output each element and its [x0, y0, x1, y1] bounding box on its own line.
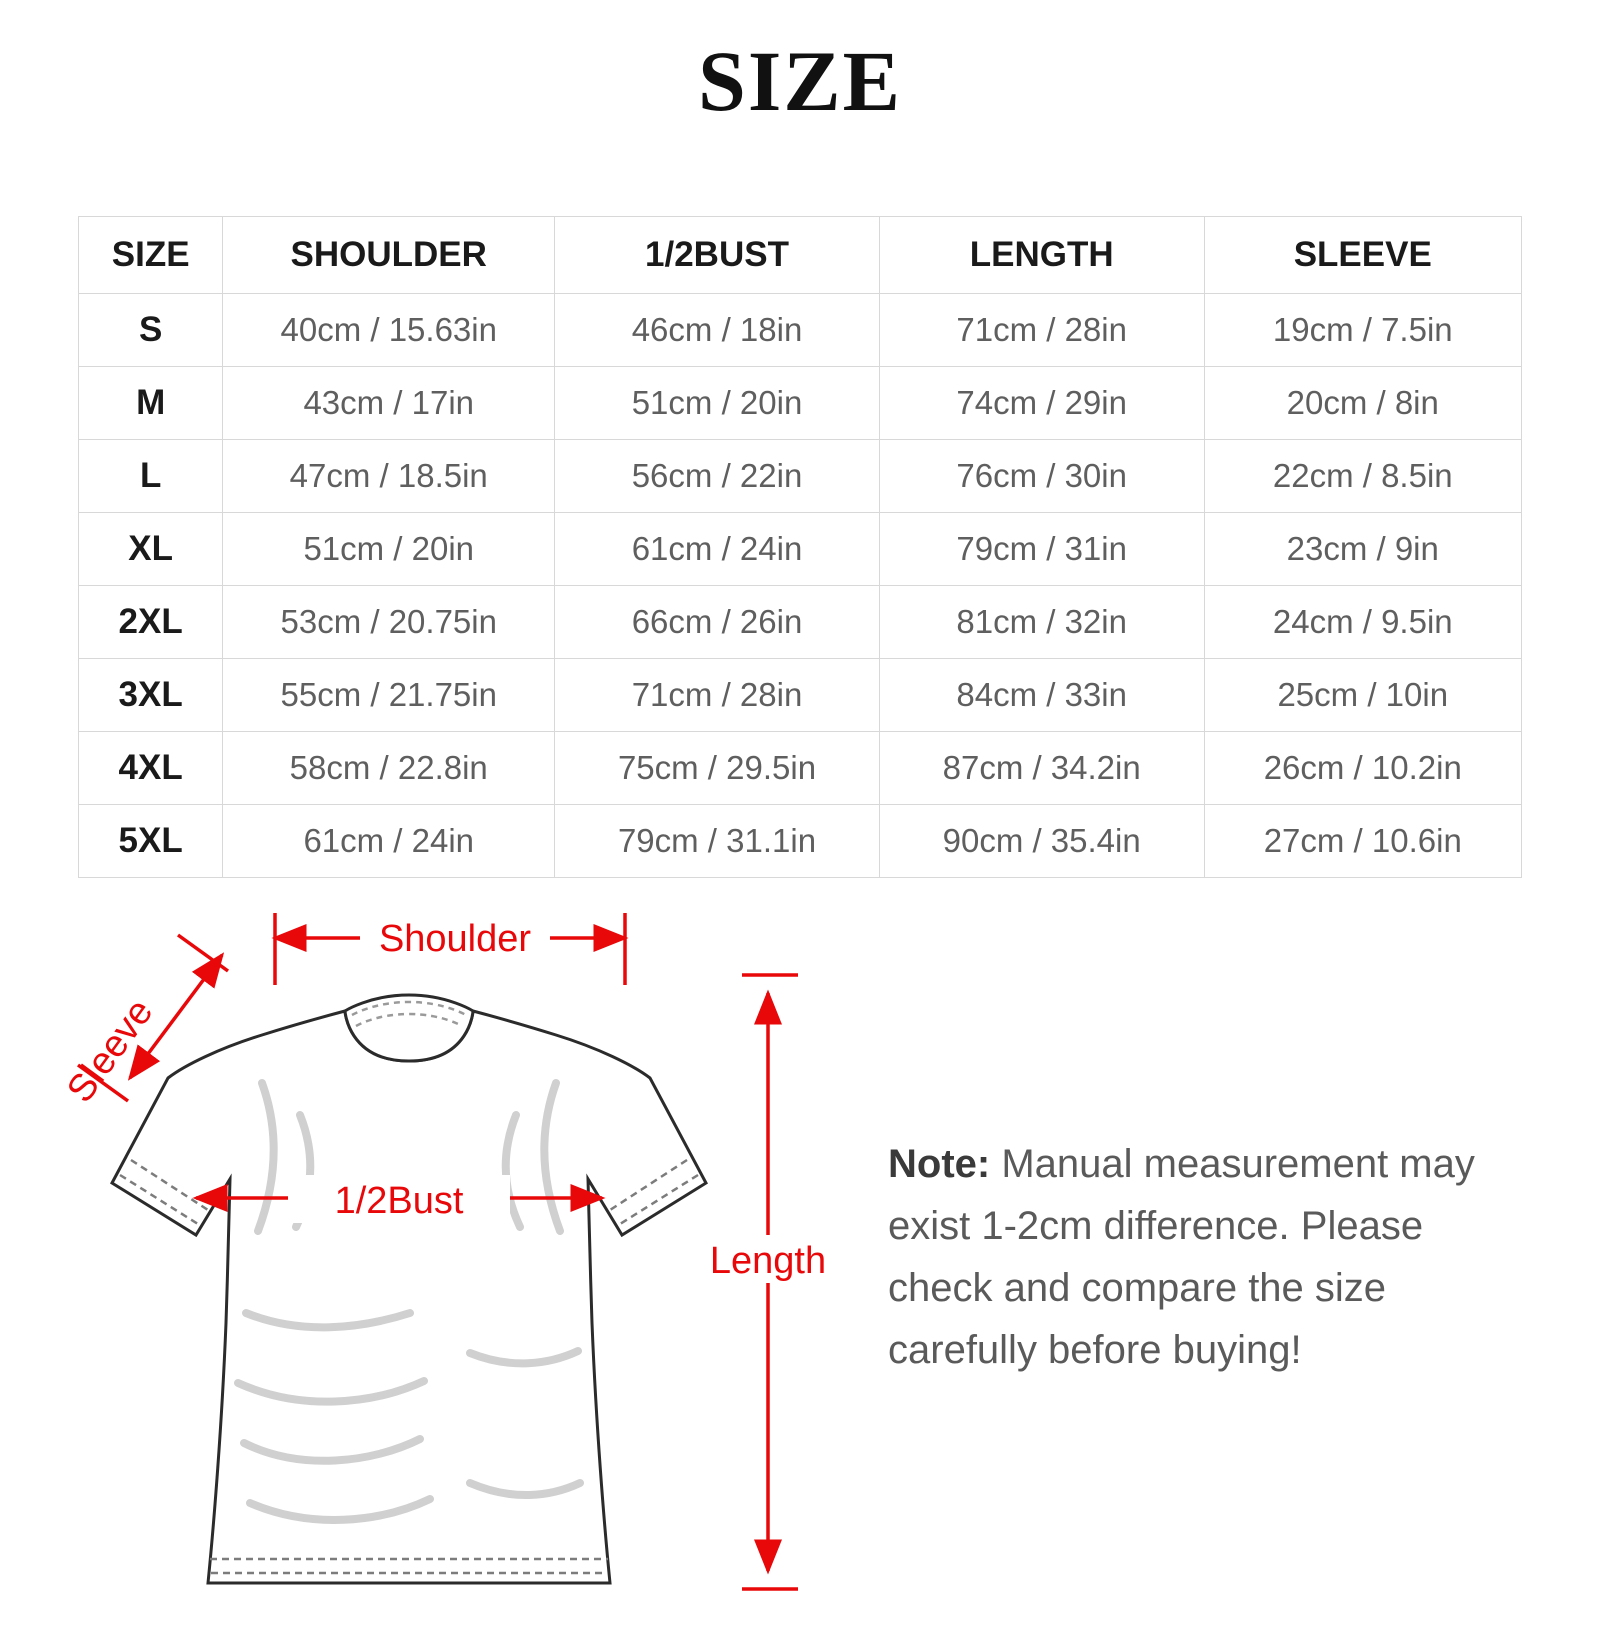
page-title: SIZE — [697, 33, 903, 129]
cell-sleeve: 20cm / 8in — [1204, 367, 1521, 440]
tshirt-outline — [112, 1011, 706, 1583]
cell-bust: 56cm / 22in — [555, 440, 880, 513]
cell-bust: 75cm / 29.5in — [555, 732, 880, 805]
cell-size: 2XL — [79, 586, 223, 659]
cell-sleeve: 27cm / 10.6in — [1204, 805, 1521, 878]
cell-size: XL — [79, 513, 223, 586]
cell-shoulder: 55cm / 21.75in — [223, 659, 555, 732]
cell-size: 5XL — [79, 805, 223, 878]
cell-sleeve: 23cm / 9in — [1204, 513, 1521, 586]
table-row — [79, 367, 1522, 440]
cell-bust: 46cm / 18in — [555, 294, 880, 367]
table-row — [79, 440, 1522, 513]
cell-sleeve: 19cm / 7.5in — [1204, 294, 1521, 367]
column-header-length: LENGTH — [879, 217, 1204, 294]
cell-length: 76cm / 30in — [879, 440, 1204, 513]
column-header-shoulder: SHOULDER — [223, 217, 555, 294]
cell-shoulder: 40cm / 15.63in — [223, 294, 555, 367]
measurement-diagram — [0, 883, 1600, 1638]
cell-sleeve: 22cm / 8.5in — [1204, 440, 1521, 513]
column-header-size: SIZE — [79, 217, 223, 294]
table-header — [79, 217, 1522, 294]
note-label: Note: — [888, 1142, 991, 1186]
table-row — [79, 586, 1522, 659]
cell-sleeve: 26cm / 10.2in — [1204, 732, 1521, 805]
cell-shoulder: 58cm / 22.8in — [223, 732, 555, 805]
table-row — [79, 805, 1522, 878]
table-header-row — [79, 217, 1522, 294]
cell-shoulder: 43cm / 17in — [223, 367, 555, 440]
cell-bust: 79cm / 31.1in — [555, 805, 880, 878]
length-label: Length — [709, 1240, 827, 1282]
cell-shoulder: 47cm / 18.5in — [223, 440, 555, 513]
cell-sleeve: 24cm / 9.5in — [1204, 586, 1521, 659]
cell-length: 71cm / 28in — [879, 294, 1204, 367]
note-block — [888, 1133, 1528, 1381]
note-text: Manual measurement may exist 1-2cm difference. Please check and compare the size carefully before buying! — [888, 1142, 1475, 1372]
sleeve-label: Sleeve — [59, 991, 162, 1111]
cell-size: M — [79, 367, 223, 440]
cell-length: 90cm / 35.4in — [879, 805, 1204, 878]
size-table-container — [78, 216, 1522, 878]
cell-length: 79cm / 31in — [879, 513, 1204, 586]
cell-length: 87cm / 34.2in — [879, 732, 1204, 805]
cell-shoulder: 53cm / 20.75in — [223, 586, 555, 659]
cell-size: L — [79, 440, 223, 513]
size-chart-table — [78, 216, 1522, 878]
cell-size: 4XL — [79, 732, 223, 805]
cell-bust: 66cm / 26in — [555, 586, 880, 659]
bust-label: 1/2Bust — [334, 1180, 464, 1222]
table-row — [79, 294, 1522, 367]
column-header-bust: 1/2BUST — [555, 217, 880, 294]
cell-bust: 61cm / 24in — [555, 513, 880, 586]
cell-size: 3XL — [79, 659, 223, 732]
tshirt-diagram-svg — [0, 883, 900, 1638]
cell-length: 74cm / 29in — [879, 367, 1204, 440]
cell-shoulder: 51cm / 20in — [223, 513, 555, 586]
column-header-sleeve: SLEEVE — [1204, 217, 1521, 294]
cell-length: 84cm / 33in — [879, 659, 1204, 732]
table-row — [79, 732, 1522, 805]
cell-bust: 51cm / 20in — [555, 367, 880, 440]
cell-size: S — [79, 294, 223, 367]
table-body — [79, 294, 1522, 878]
table-row — [79, 659, 1522, 732]
shoulder-label: Shoulder — [378, 918, 532, 960]
table-row — [79, 513, 1522, 586]
cell-bust: 71cm / 28in — [555, 659, 880, 732]
cell-sleeve: 25cm / 10in — [1204, 659, 1521, 732]
cell-shoulder: 61cm / 24in — [223, 805, 555, 878]
cell-length: 81cm / 32in — [879, 586, 1204, 659]
